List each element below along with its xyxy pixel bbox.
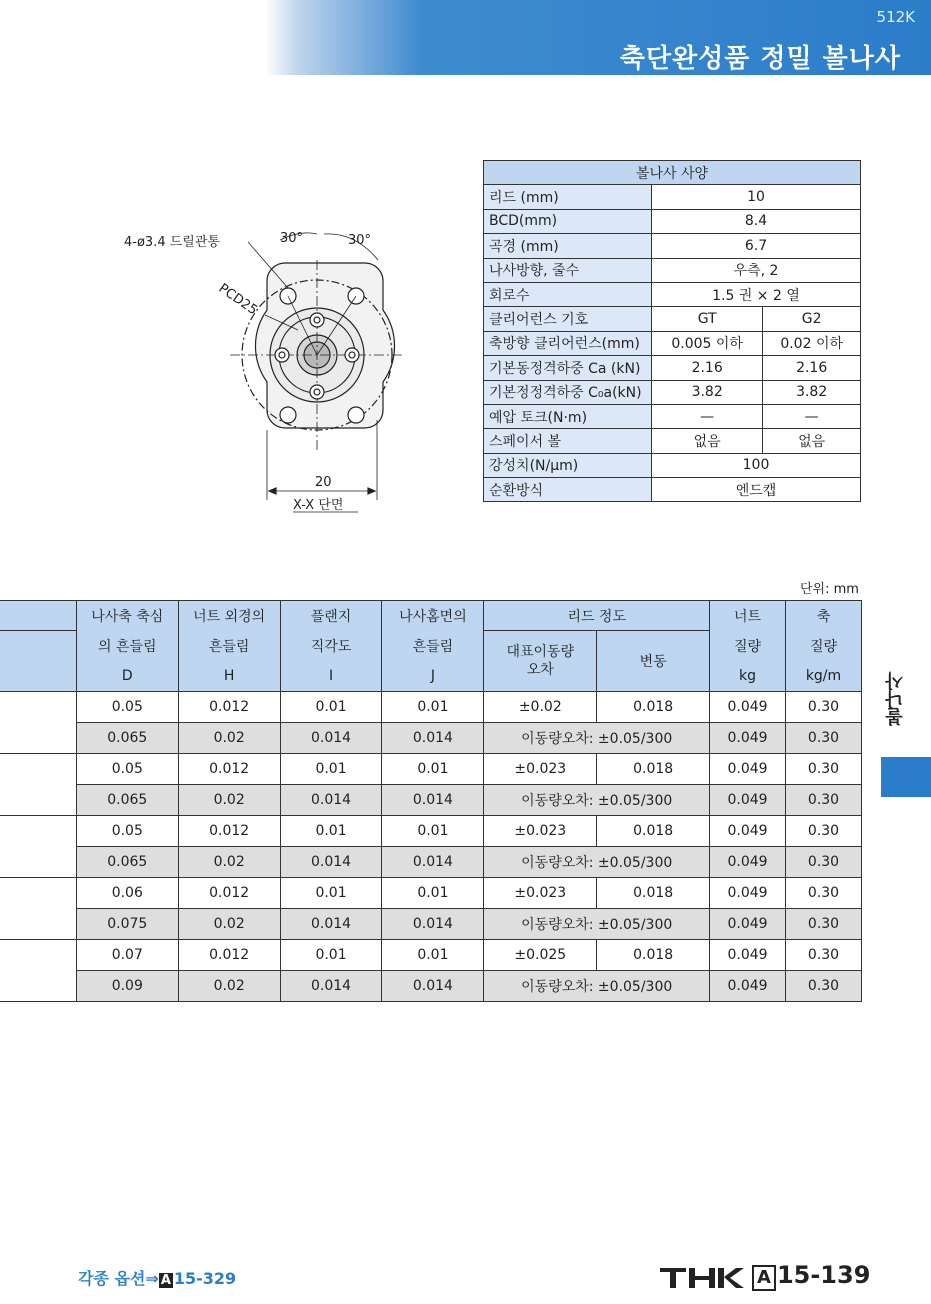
spec-label: 회로수 <box>484 282 652 306</box>
cell-representative-error: ±0.023 <box>484 878 597 909</box>
col-nut-header2: 질량 <box>710 631 786 661</box>
cell-h: 0.012 <box>178 816 280 847</box>
col-shaft-header1: 축 <box>786 601 862 631</box>
row-group-cell <box>0 754 76 816</box>
cell-d: 0.065 <box>76 723 178 754</box>
cell-h: 0.012 <box>178 940 280 971</box>
spec-value: 100 <box>652 453 861 477</box>
screw-left <box>275 348 289 362</box>
table-row <box>0 971 862 1002</box>
cell-nut-mass: 0.049 <box>710 847 786 878</box>
options-ref: 15-329 <box>173 1269 237 1288</box>
empty-header-2 <box>0 631 76 692</box>
cell-nut-mass: 0.049 <box>710 878 786 909</box>
width-label: 20 <box>315 475 332 490</box>
row-group-cell <box>0 816 76 878</box>
col-i-header3: I <box>280 661 382 692</box>
cell-representative-error: ±0.023 <box>484 816 597 847</box>
spec-value-gt: GT <box>652 307 763 331</box>
row-group-cell <box>0 692 76 754</box>
cell-lead-error: 이동량오차: ±0.05/300 <box>484 971 710 1002</box>
cell-j: 0.014 <box>382 847 484 878</box>
cell-shaft-mass: 0.30 <box>786 847 862 878</box>
cell-shaft-mass: 0.30 <box>786 909 862 940</box>
spec-label: BCD(mm) <box>484 209 652 233</box>
cell-d: 0.07 <box>76 940 178 971</box>
col-d-header3: D <box>76 661 178 692</box>
spec-value: 우측, 2 <box>652 258 861 282</box>
cell-h: 0.02 <box>178 847 280 878</box>
spec-value-gt: — <box>652 404 763 428</box>
table-row <box>0 692 862 723</box>
cell-variation: 0.018 <box>597 754 710 785</box>
table-row <box>0 723 862 754</box>
options-badge: A <box>160 1273 171 1288</box>
cell-i: 0.01 <box>280 878 382 909</box>
spec-label: 예압 토크(N·m) <box>484 404 652 428</box>
cell-j: 0.01 <box>382 940 484 971</box>
table-row <box>0 754 862 785</box>
spec-value-g2: G2 <box>763 307 861 331</box>
cell-h: 0.012 <box>178 878 280 909</box>
cell-representative-error: ±0.02 <box>484 692 597 723</box>
col-h-header2: 흔들림 <box>178 631 280 661</box>
cell-i: 0.014 <box>280 909 382 940</box>
cell-variation: 0.018 <box>597 816 710 847</box>
cell-d: 0.075 <box>76 909 178 940</box>
cell-nut-mass: 0.049 <box>710 785 786 816</box>
spec-label: 리드 (mm) <box>484 185 652 209</box>
cell-shaft-mass: 0.30 <box>786 692 862 723</box>
header-banner <box>0 0 931 75</box>
spec-value-gt: 0.005 이하 <box>652 331 763 355</box>
side-section-tab[interactable] <box>881 757 931 797</box>
col-shaft-header2: 질량 <box>786 631 862 661</box>
cell-nut-mass: 0.049 <box>710 971 786 1002</box>
table-row <box>0 816 862 847</box>
cell-shaft-mass: 0.30 <box>786 754 862 785</box>
side-section-label: 볼나사 <box>885 672 906 726</box>
col-i-header2: 직각도 <box>280 631 382 661</box>
angle-label-right: 30° <box>348 233 372 248</box>
cell-d: 0.05 <box>76 754 178 785</box>
col-h-header3: H <box>178 661 280 692</box>
mount-hole-bl <box>280 407 296 423</box>
hole-label: 4-ø3.4 드릴관통 <box>124 235 220 250</box>
col-j-header2: 흔들림 <box>382 631 484 661</box>
spec-label: 기본정정격하중 C₀a(kN) <box>484 380 652 404</box>
cross-section-drawing <box>110 220 480 520</box>
empty-header <box>0 601 76 631</box>
cell-i: 0.014 <box>280 971 382 1002</box>
cell-i: 0.01 <box>280 754 382 785</box>
mount-hole-br <box>348 407 364 423</box>
col-d-header1: 나사축 축심 <box>76 601 178 631</box>
cell-shaft-mass: 0.30 <box>786 878 862 909</box>
cell-d: 0.05 <box>76 692 178 723</box>
col-nut-header1: 너트 <box>710 601 786 631</box>
cell-lead-error: 이동량오차: ±0.05/300 <box>484 723 710 754</box>
catalog-code: 512K <box>876 8 915 26</box>
spec-label: 클리어런스 기호 <box>484 307 652 331</box>
cell-representative-error: ±0.023 <box>484 754 597 785</box>
screw-top <box>310 313 324 327</box>
cell-i: 0.014 <box>280 723 382 754</box>
spec-label: 축방향 클리어런스(mm) <box>484 331 652 355</box>
table-row <box>0 909 862 940</box>
spec-label: 곡경 (mm) <box>484 234 652 258</box>
cell-shaft-mass: 0.30 <box>786 723 862 754</box>
col-nut-header3: kg <box>710 661 786 692</box>
cell-d: 0.09 <box>76 971 178 1002</box>
options-link[interactable] <box>78 1266 236 1289</box>
col-j-header1: 나사홈면의 <box>382 601 484 631</box>
cell-shaft-mass: 0.30 <box>786 971 862 1002</box>
table-row <box>0 785 862 816</box>
cell-lead-error: 이동량오차: ±0.05/300 <box>484 785 710 816</box>
cell-d: 0.065 <box>76 847 178 878</box>
page-number <box>752 1261 870 1291</box>
pcd-label: PCD25 <box>215 280 260 319</box>
ballscrew-spec-table <box>483 160 861 502</box>
col-h-header1: 너트 외경의 <box>178 601 280 631</box>
spec-value-gt: 없음 <box>652 429 763 453</box>
page-badge: A <box>752 1265 776 1291</box>
cell-variation: 0.018 <box>597 878 710 909</box>
table-row <box>0 878 862 909</box>
spec-value-g2: 0.02 이하 <box>763 331 861 355</box>
cell-nut-mass: 0.049 <box>710 816 786 847</box>
spec-label: 스페이서 볼 <box>484 429 652 453</box>
col-var-header: 변동 <box>597 631 710 692</box>
cell-nut-mass: 0.049 <box>710 909 786 940</box>
cell-nut-mass: 0.049 <box>710 692 786 723</box>
cell-shaft-mass: 0.30 <box>786 785 862 816</box>
table-row <box>0 847 862 878</box>
cell-representative-error: ±0.025 <box>484 940 597 971</box>
col-i-header1: 플랜지 <box>280 601 382 631</box>
lead-accuracy-header: 리드 정도 <box>484 601 710 631</box>
cell-j: 0.01 <box>382 816 484 847</box>
cell-i: 0.014 <box>280 785 382 816</box>
page-title: 축단완성품 정밀 볼나사 <box>619 44 901 74</box>
cell-i: 0.01 <box>280 940 382 971</box>
spec-value: 1.5 권 × 2 열 <box>652 282 861 306</box>
cell-nut-mass: 0.049 <box>710 754 786 785</box>
cell-h: 0.02 <box>178 723 280 754</box>
cell-h: 0.02 <box>178 909 280 940</box>
cell-h: 0.02 <box>178 785 280 816</box>
thk-logo <box>660 1267 746 1289</box>
spec-value-g2: 2.16 <box>763 356 861 380</box>
col-j-header3: J <box>382 661 484 692</box>
section-label: X-X 단면 <box>293 498 344 513</box>
spec-value-gt: 3.82 <box>652 380 763 404</box>
col-rep-header: 대표이동량 오차 <box>484 631 597 692</box>
cell-variation: 0.018 <box>597 692 710 723</box>
spec-label: 순환방식 <box>484 478 652 502</box>
spec-label: 강성치(N/μm) <box>484 453 652 477</box>
cell-d: 0.06 <box>76 878 178 909</box>
cell-j: 0.014 <box>382 785 484 816</box>
cell-lead-error: 이동량오차: ±0.05/300 <box>484 909 710 940</box>
cell-h: 0.02 <box>178 971 280 1002</box>
cell-nut-mass: 0.049 <box>710 723 786 754</box>
options-text: 각종 옵션⇒ <box>78 1269 159 1288</box>
cell-d: 0.05 <box>76 816 178 847</box>
spec-title: 볼나사 사양 <box>484 161 861 185</box>
spec-value: 8.4 <box>652 209 861 233</box>
spec-value-g2: — <box>763 404 861 428</box>
screw-right <box>345 348 359 362</box>
cell-j: 0.01 <box>382 754 484 785</box>
spec-value: 10 <box>652 185 861 209</box>
table-row <box>0 940 862 971</box>
accuracy-table <box>0 600 862 1002</box>
cell-j: 0.014 <box>382 723 484 754</box>
screw-bottom <box>310 385 324 399</box>
row-group-cell <box>0 878 76 940</box>
spec-value-g2: 없음 <box>763 429 861 453</box>
cell-i: 0.014 <box>280 847 382 878</box>
cell-shaft-mass: 0.30 <box>786 940 862 971</box>
angle-label-left: 30° <box>280 231 304 246</box>
spec-value-g2: 3.82 <box>763 380 861 404</box>
cell-shaft-mass: 0.30 <box>786 816 862 847</box>
cell-nut-mass: 0.049 <box>710 940 786 971</box>
page-number-text: 15-139 <box>776 1261 871 1289</box>
unit-note: 단위: mm <box>800 582 859 597</box>
spec-value-gt: 2.16 <box>652 356 763 380</box>
row-group-cell <box>0 940 76 1002</box>
cell-variation: 0.018 <box>597 940 710 971</box>
cell-h: 0.012 <box>178 754 280 785</box>
cell-d: 0.065 <box>76 785 178 816</box>
cell-j: 0.01 <box>382 878 484 909</box>
col-d-header2: 의 흔들림 <box>76 631 178 661</box>
cell-j: 0.014 <box>382 971 484 1002</box>
spec-label: 기본동정격하중 Ca (kN) <box>484 356 652 380</box>
spec-value: 엔드캡 <box>652 478 861 502</box>
col-shaft-header3: kg/m <box>786 661 862 692</box>
cell-j: 0.014 <box>382 909 484 940</box>
cell-i: 0.01 <box>280 692 382 723</box>
cell-j: 0.01 <box>382 692 484 723</box>
spec-label: 나사방향, 줄수 <box>484 258 652 282</box>
spec-value: 6.7 <box>652 234 861 258</box>
brand-text: THK <box>660 1267 663 1268</box>
cell-h: 0.012 <box>178 692 280 723</box>
cell-i: 0.01 <box>280 816 382 847</box>
cell-lead-error: 이동량오차: ±0.05/300 <box>484 847 710 878</box>
